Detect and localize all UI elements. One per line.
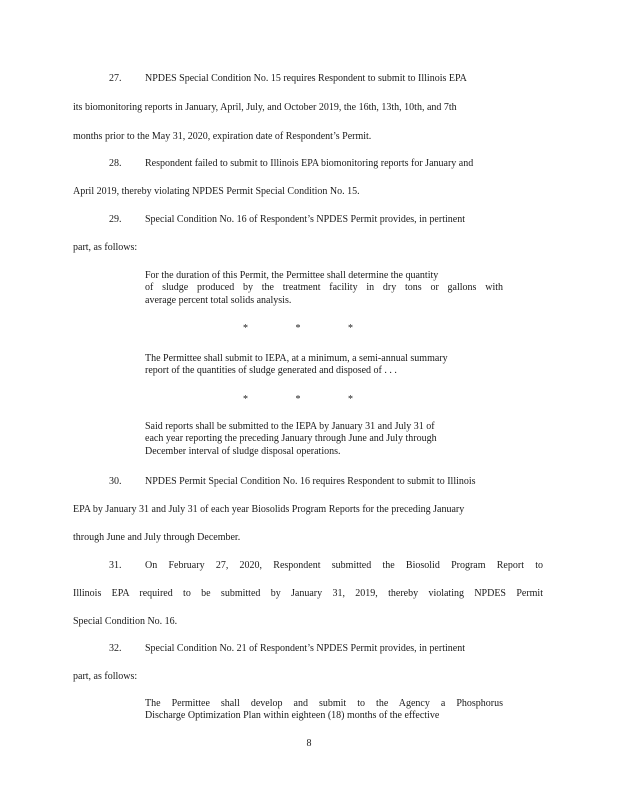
paragraph-27-line-2: its biomonitoring reports in January, April, July, and October 2019, the 16th, 13th, 10th, and 7th [73, 102, 457, 113]
paragraph-30-line-2: EPA by January 31 and July 31 of each year Biosolids Program Reports for the preceding January [73, 504, 465, 515]
paragraph-28-line-2: April 2019, thereby violating NPDES Permit Special Condition No. 15. [73, 186, 360, 197]
paragraph-30-line-3: through June and July through December. [73, 532, 241, 543]
paragraph-31-line-3: Special Condition No. 16. [73, 616, 178, 627]
page-number: 8 [306, 738, 312, 749]
ellipsis-stars: * * * [243, 394, 353, 405]
block-quote-paragraph: The Permittee shall submit to IEPA, at a minimum, a semi-annual summary report of the quantities of sludge generated and disposed of . . . [145, 353, 448, 377]
paragraph-29-line-2: part, as follows: [73, 242, 138, 253]
paragraph-number: 30. [109, 476, 122, 487]
paragraph-number: 29. [109, 214, 122, 225]
paragraph-31-line-1: 31. On February 27, 2020, Respondent submitted the Biosolid Program Report to [109, 560, 543, 571]
paragraph-27-line-1: 27. NPDES Special Condition No. 15 requires Respondent to submit to Illinois EPA [109, 73, 467, 84]
paragraph-number: 27. [109, 73, 122, 84]
paragraph-number: 28. [109, 158, 122, 169]
paragraph-number: 32. [109, 643, 122, 654]
paragraph-29-line-1: 29. Special Condition No. 16 of Respondent’s NPDES Permit provides, in pertinent [109, 214, 465, 225]
paragraph-32-line-1: 32. Special Condition No. 21 of Respondent’s NPDES Permit provides, in pertinent [109, 643, 465, 654]
paragraph-number: 31. [109, 560, 122, 571]
paragraph-31-line-2: Illinois EPA required to be submitted by January 31, 2019, thereby violating NPDES Permit [73, 588, 543, 599]
paragraph-27-line-3: months prior to the May 31, 2020, expiration date of Respondent’s Permit. [73, 131, 372, 142]
block-quote-paragraph: Said reports shall be submitted to the IEPA by January 31 and July 31 of each year reporting the preceding January through June and July through December interval of sludge disposal operations. [145, 421, 437, 457]
block-quote-paragraph: The Permittee shall develop and submit to the Agency a Phosphorus Discharge Optimization Plan within eighteen (18) months of the effective [145, 698, 503, 722]
ellipsis-stars: * * * [243, 323, 353, 334]
block-quote-paragraph: For the duration of this Permit, the Permittee shall determine the quantity of sludge produced by the treatment facility in dry tons or gallons with average percent total solids analysis. [145, 270, 503, 306]
paragraph-30-line-1: 30. NPDES Permit Special Condition No. 16 requires Respondent to submit to Illinois [109, 476, 476, 487]
paragraph-32-line-2: part, as follows: [73, 671, 138, 682]
paragraph-28-line-1: 28. Respondent failed to submit to Illinois EPA biomonitoring reports for January and [109, 158, 474, 169]
